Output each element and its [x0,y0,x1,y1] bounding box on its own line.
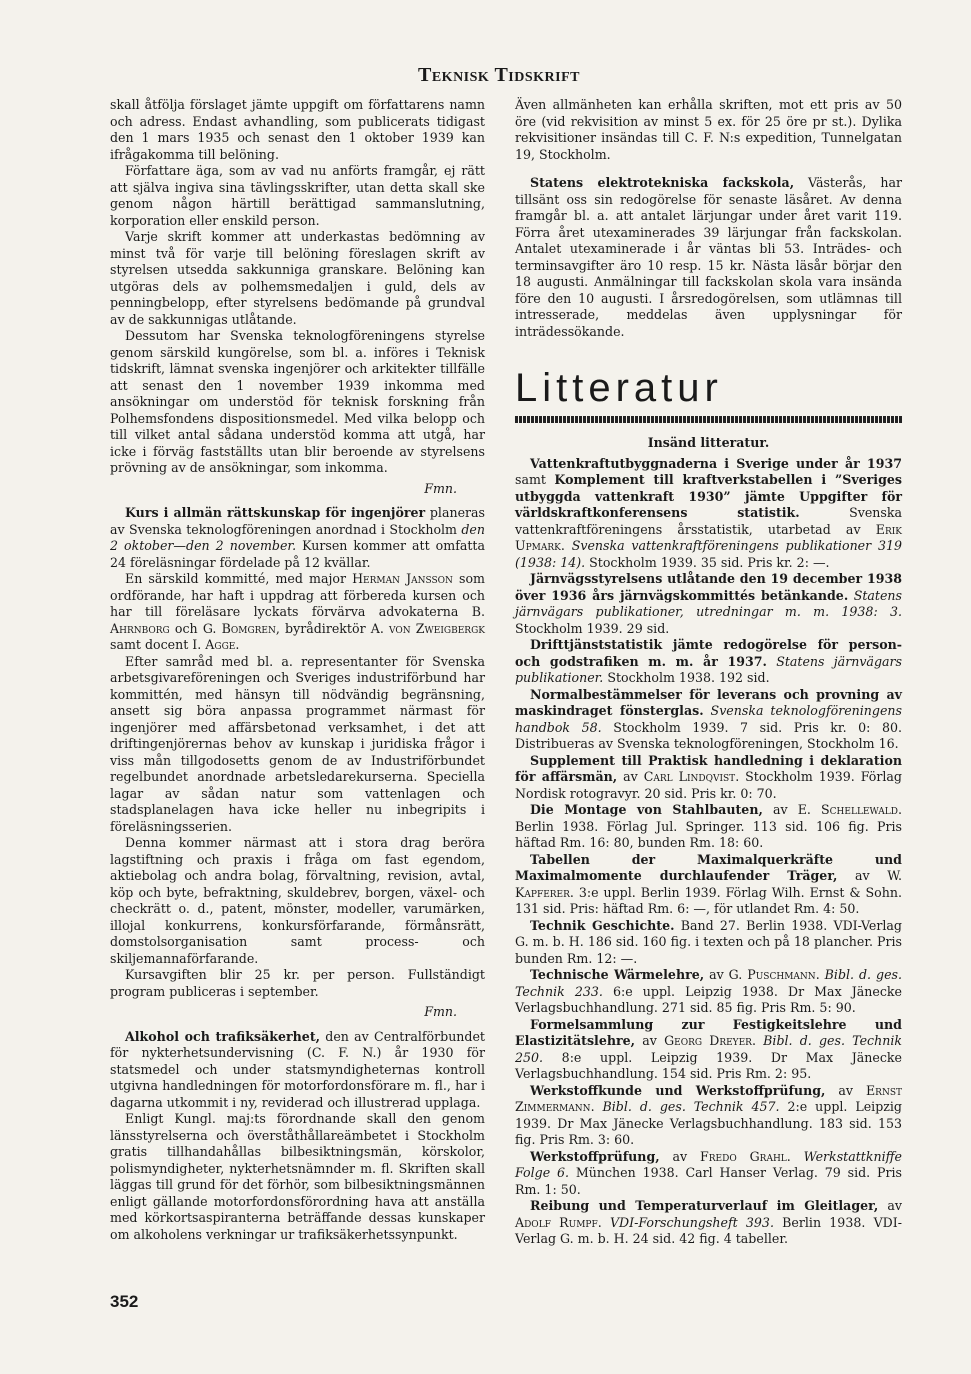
article-title: Alkohol och trafiksäkerhet, [125,1028,321,1044]
paragraph: Denna kommer närmast att i stora drag beröra lagstiftning och praxis i fråga om fast egendom, aktiebolag och andra bolag, förvaltning, revision, avtal, köp och byte, befraktning, skuldebrev, borgen, växel- och checkrätt o. d., patent, mönster, modeller, varumärken, illojal konkurrens, konkursförfarande, förmånsrätt, domstolsorganisation samt process- och skiljemannaförfarande. [110,835,485,966]
page-header: Teknisk Tidskrift [418,64,580,86]
literature-entry: Tabellen der Maximalquerkräfte und Maximalmomente durchlaufender Träger, av W. Kapferer. 3:e uppl. Berlin 1939. Förlag Wilh. Ernst & Sohn. 131 sid. Pris: häftad Rm. 6: —, för utlandet Rm. 4: 50. [515,851,902,916]
paragraph: En särskild kommitté, med major Herman Jansson som ordförande, har haft i uppdrag att förbereda kursen och har till föreläsare lyckats förvärva advokaterna B. Ahrnborg och G. Bomgren, byrådirektör A. von Zweigbergk samt docent I. Agge. [110,571,485,652]
article-title: Kurs i allmän rättskunskap för ingenjörer [125,505,426,520]
literature-entry: Normalbestämmelser för leverans och provning av maskindraget fönsterglas. Svenska teknologföreningens handbok 58. Stockholm 1939. 7 sid. Pris kr. 0: 80. Distribueras av Svenska teknologföreningen, Stockholm 16. [515,686,902,751]
left-column [110,97,485,1243]
literature-entry: Werkstoffkunde und Werkstoffprüfung, av Ernst Zimmermann. Bibl. d. ges. Technik 457. 2:e uppl. Leipzig 1939. Dr Max Jänecke Verlagsbuchhandlung. 183 sid. 153 fig. Pris Rm. 3: 60. [515,1082,902,1147]
literature-entry: Vattenkraftutbyggnaderna i Sverige under år 1937 samt Komplement till kraftverkstabellen i ”Sveriges utbyggda vattenkraft 1930” jämte Uppgifter för världskraftkonferensens statistik. Svenska vattenkraftföreningens årsstatistik, utarbetad av Erik Upmark. Svenska vattenkraftföreningens publikationer 319 (1938: 14). Stockholm 1939. 35 sid. Pris kr. 2: —. [515,455,902,570]
section-title: Litteratur [515,366,723,410]
literature-list [515,456,902,1248]
paragraph: Varje skrift kommer att underkastas bedömning av minst två för varje till belöning föreslagen skrift av styrelsen utsedda sakkunniga granskare. Belöning kan utgöras dels av polhemsmedaljen i guld, dels av penningbelopp, efter styrelsens bedömande på grundval av de sakkunnigas utlåtande. [110,229,485,327]
paragraph: Även allmänheten kan erhålla skriften, mot ett pris av 50 öre (vid rekvisition av minst 5 ex. för 25 öre pr st.). Dylika rekvisitioner insändas till C. F. N:s expedition, Tunnelgatan 19, Stockholm. [515,97,902,162]
paragraph: Enligt Kungl. maj:ts förordnande skall den genom länsstyrelserna och överståthållareämbetet i Stockholm gratis tillhandahållas bilbesiktningsmän, körskolor, polismyndigheter, nykterhetsnämnder m. fl. Skriften skall läggas till grund för det förhör, som bilbesiktningsmännen enligt gällande motorfordonsförordning hava att anställa med körkortsaspiranterna beträffande dessas kunskaper om alkoholens verkningar ur trafiksäkerhetssynpunkt. [110,1111,485,1242]
signature: Fmn. [424,480,457,496]
paragraph: Efter samråd med bl. a. representanter för Svenska arbetsgivareföreningen och Sveriges industriförbund har kommittén, med hänsyn till nödvändig begränsning, ansett sig böra anpassa programmet närmast för ingenjörer med affärsbetonad verksamhet, i det att driftingenjörernas behov av kunskap i juridiska frågor i viss mån tillgodosetts genom de av Industriförbundet regelbundet anordnade arbetsledarekurserna. Speciella lagar av sådan natur som vattenlagen och stadsplanelagen hava icke heller nu inbegripits i föreläsningsserien. [110,653,485,834]
article-statens: Statens elektrotekniska fackskola, Västerås, har tillsänt oss sin redogörelse för senaste läsåret. Av denna framgår bl. a. att antalet lärjungar under året varit 119. Förra året utexaminerades 39 lärjungar från fackskolan. Antalet utexaminerade i år väntas bli 53. Inträdes- och terminsavgifter äro 10 resp. 15 kr. Nästa läsår börjar den 18 augusti. Anmälningar till fackskolan skola vara insända före den 10 augusti. I årsredogörelsen, som utlämnas till intresserade, meddelas även upplysningar för inträdessökande. [515,175,902,339]
section-rule [515,416,902,423]
signature: Fmn. [424,1004,457,1019]
literature-entry: Supplement till Praktisk handledning i deklaration för affärsmän, av Carl Lindqvist. Stockholm 1939. Förlag Nordisk rotogravyr. 20 sid. Pris kr. 0: 70. [515,752,902,801]
literature-entry: Järnvägsstyrelsens utlåtande den 19 december 1938 över 1936 års järnvägskommittés betänkande. Statens järnvägars publikationer, utredningar m. m. 1938: 3. Stockholm 1939. 29 sid. [515,571,903,636]
paragraph: Kursavgiften blir 25 kr. per person. Fullständigt program publiceras i september. [110,967,485,999]
literature-entry: Technische Wärmelehre, av G. Puschmann. Bibl. d. ges. Technik 233. 6:e uppl. Leipzig 1938. Dr Max Jänecke Verlagsbuchhandlung. 271 sid. 85 fig. Pris Rm. 5: 90. [515,967,903,1015]
article-title: Statens elektrotekniska fackskola, [530,175,795,190]
literature-entry: Formelsammlung zur Festigkeitslehre und Elastizitätslehre, av Georg Dreyer. Bibl. d. ges. Technik 250. 8:e uppl. Leipzig 1939. Dr Max Jänecke Verlagsbuchhandlung. 154 sid. Pris Rm. 2: 95. [515,1016,902,1081]
literature-entry: Reibung und Temperaturverlauf im Gleitlager, av Adolf Rumpf. VDI-Forschungsheft 393. Berlin 1938. VDI-Verlag G. m. b. H. 24 sid. 42 fig. 4 tabeller. [515,1198,902,1246]
paragraph: Författare äga, som av vad nu anförts framgår, ej rätt att själva ingiva sina tävlingsskrifter, utan detta skall ske genom någon härtill berättigad sammanslutning, korporation eller enskild person. [110,163,485,228]
paragraph: Dessutom har Svenska teknologföreningens styrelse genom särskild kungörelse, som bl. a. införes i Teknisk tidskrift, lämnat svenska ingenjörer och arkitekter tillfälle att senast den 1 november 1939 inkomma med ansökningar om understöd för teknisk forskning från Polhemsfondens dispositionsmedel. Med vilka belopp och till vilket antal sådana understöd komma att utgå, har icke i förväg fastställts utan blir beroende av styrelsens prövning av de ansökningar, som inkomma. [110,328,485,475]
paragraph: skall åtfölja förslaget jämte uppgift om författarens namn och adress. Endast avhandling, som publicerats tidigast den 1 mars 1935 och senast den 1 oktober 1939 kan ifrågakomma till belöning. [110,97,485,162]
literature-entry: Werkstoffprüfung, av Fredo Grahl. Werkstattkniffe Folge 6. München 1938. Carl Hanser Verlag. 79 sid. Pris Rm. 1: 50. [515,1148,903,1197]
article-kurs: Kurs i allmän rättskunskap för ingenjörer planeras av Svenska teknologföreningen anordnad i Stockholm den 2 oktober—den 2 november. Kursen kommer att omfatta 24 föreläsningar fördelade på 12 kvällar. [110,505,486,570]
literature-entry: Die Montage von Stahlbauten, av E. Schellewald. Berlin 1938. Förlag Jul. Springer. 113 sid. 106 fig. Pris häftad Rm. 16: 80, bunden Rm. 18: 60. [515,802,902,850]
literature-entry: Drifttjänststatistik jämte redogörelse för person- och godstrafiken m. m. år 1937. Statens järnvägars publikationer. Stockholm 1938. 192 sid. [515,637,902,685]
right-column [515,97,902,1248]
literature-entry: Technik Geschichte. Band 27. Berlin 1938. VDI-Verlag G. m. b. H. 186 sid. 160 fig. i texten och på 18 plancher. Pris bunden Rm. 12: —. [515,917,902,966]
article-alkohol: Alkohol och trafiksäkerhet, den av Centralförbundet för nykterhetsundervisning (C. F. N.) år 1930 för statsmedel och under statsmyndigheternas kontroll utgivna handledningen för motorfordonsförare m. fl., har i dagarna utkommit i ny, reviderad och illustrerad upplaga. [110,1028,485,1110]
page-number: 352 [110,1292,139,1311]
subsection-heading: Insänd litteratur. [647,435,770,450]
